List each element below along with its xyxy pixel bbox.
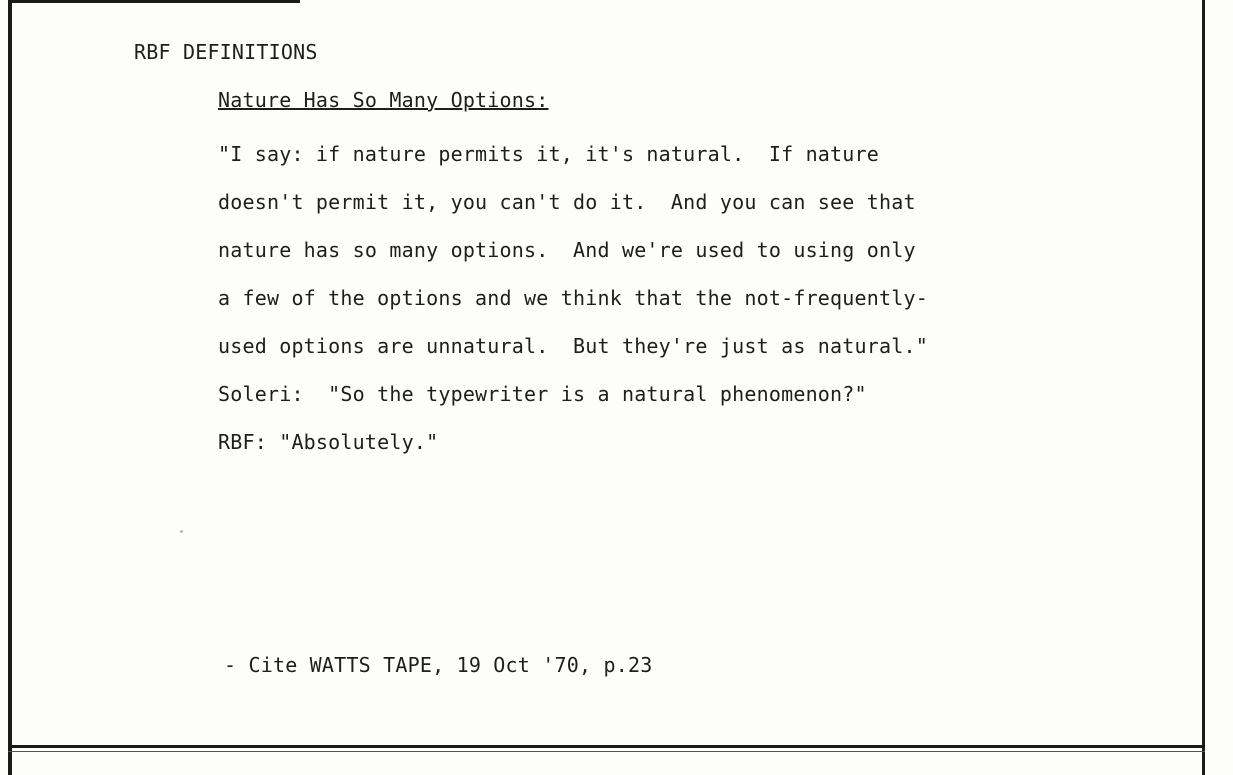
entry-title: Nature Has So Many Options: [218,88,549,112]
quote-line: doesn't permit it, you can't do it. And you can see that [218,190,916,214]
quote-line: "I say: if nature permits it, it's natural. If nature [218,142,880,166]
quote-line: Soleri: "So the typewriter is a natural phenomenon?" [218,382,867,406]
citation: - Cite WATTS TAPE, 19 Oct '70, p.23 [224,653,653,677]
card-right-border [1202,0,1205,775]
card-top-border [8,0,300,3]
card-left-border [8,0,12,775]
quote-line: RBF: "Absolutely." [218,430,439,454]
card-header: RBF DEFINITIONS [134,40,318,64]
card-edge-line [8,751,1205,752]
quote-line: a few of the options and we think that the not-frequently- [218,286,928,310]
paper-speck [180,530,183,533]
card-bottom-border [8,745,1205,748]
quote-line: used options are unnatural. But they're just as natural." [218,334,928,358]
quote-line: nature has so many options. And we're used to using only [218,238,916,262]
